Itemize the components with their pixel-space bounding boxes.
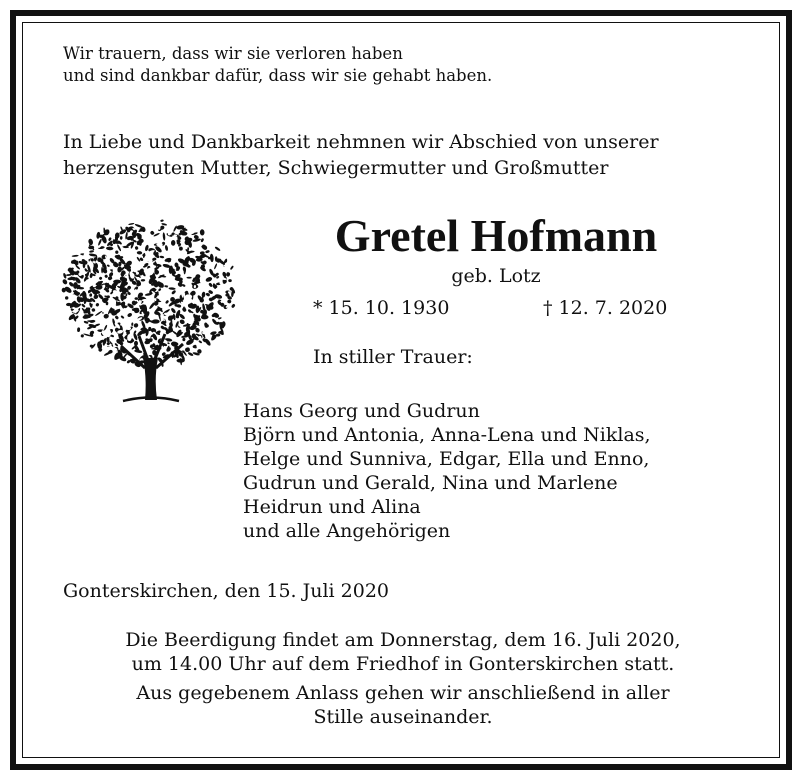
death-date: † 12. 7. 2020 xyxy=(543,297,668,319)
closing-line-2: Stille auseinander. xyxy=(313,706,493,728)
funeral-line-2: um 14.00 Uhr auf dem Friedhof in Gonterskirchen statt. xyxy=(131,653,675,675)
tree-icon xyxy=(61,218,239,408)
motto xyxy=(63,43,492,87)
intro-line-2: herzensguten Mutter, Schwiegermutter und Großmutter xyxy=(63,157,609,179)
obituary-frame xyxy=(10,10,792,770)
mourning-label: In stiller Trauer: xyxy=(313,346,473,368)
motto-line-1: Wir trauern, dass wir sie verloren haben xyxy=(63,44,403,63)
family-line: Gudrun und Gerald, Nina und Marlene xyxy=(243,472,618,494)
funeral-info xyxy=(53,628,753,676)
birth-name: geb. Lotz xyxy=(451,265,541,287)
closing-note xyxy=(53,681,753,729)
family-line: Hans Georg und Gudrun xyxy=(243,400,480,422)
obituary-inner-border xyxy=(22,22,780,758)
birth-date: * 15. 10. 1930 xyxy=(313,297,450,319)
intro-line-1: In Liebe und Dankbarkeit nehmnen wir Abschied von unserer xyxy=(63,131,659,153)
closing-line-1: Aus gegebenem Anlass gehen wir anschließend in aller xyxy=(136,682,670,704)
funeral-line-1: Die Beerdigung findet am Donnerstag, dem 16. Juli 2020, xyxy=(125,629,681,651)
family-line: Heidrun und Alina xyxy=(243,496,421,518)
tree-canopy xyxy=(62,219,237,368)
family-list xyxy=(243,399,651,543)
intro-text xyxy=(63,129,659,181)
family-line: Björn und Antonia, Anna-Lena und Niklas, xyxy=(243,424,651,446)
family-line: Helge und Sunniva, Edgar, Ella und Enno, xyxy=(243,448,650,470)
place-date: Gonterskirchen, den 15. Juli 2020 xyxy=(63,580,390,602)
motto-line-2: und sind dankbar dafür, dass wir sie gehabt haben. xyxy=(63,66,493,85)
family-line: und alle Angehörigen xyxy=(243,520,451,542)
deceased-name: Gretel Hofmann xyxy=(334,210,658,261)
